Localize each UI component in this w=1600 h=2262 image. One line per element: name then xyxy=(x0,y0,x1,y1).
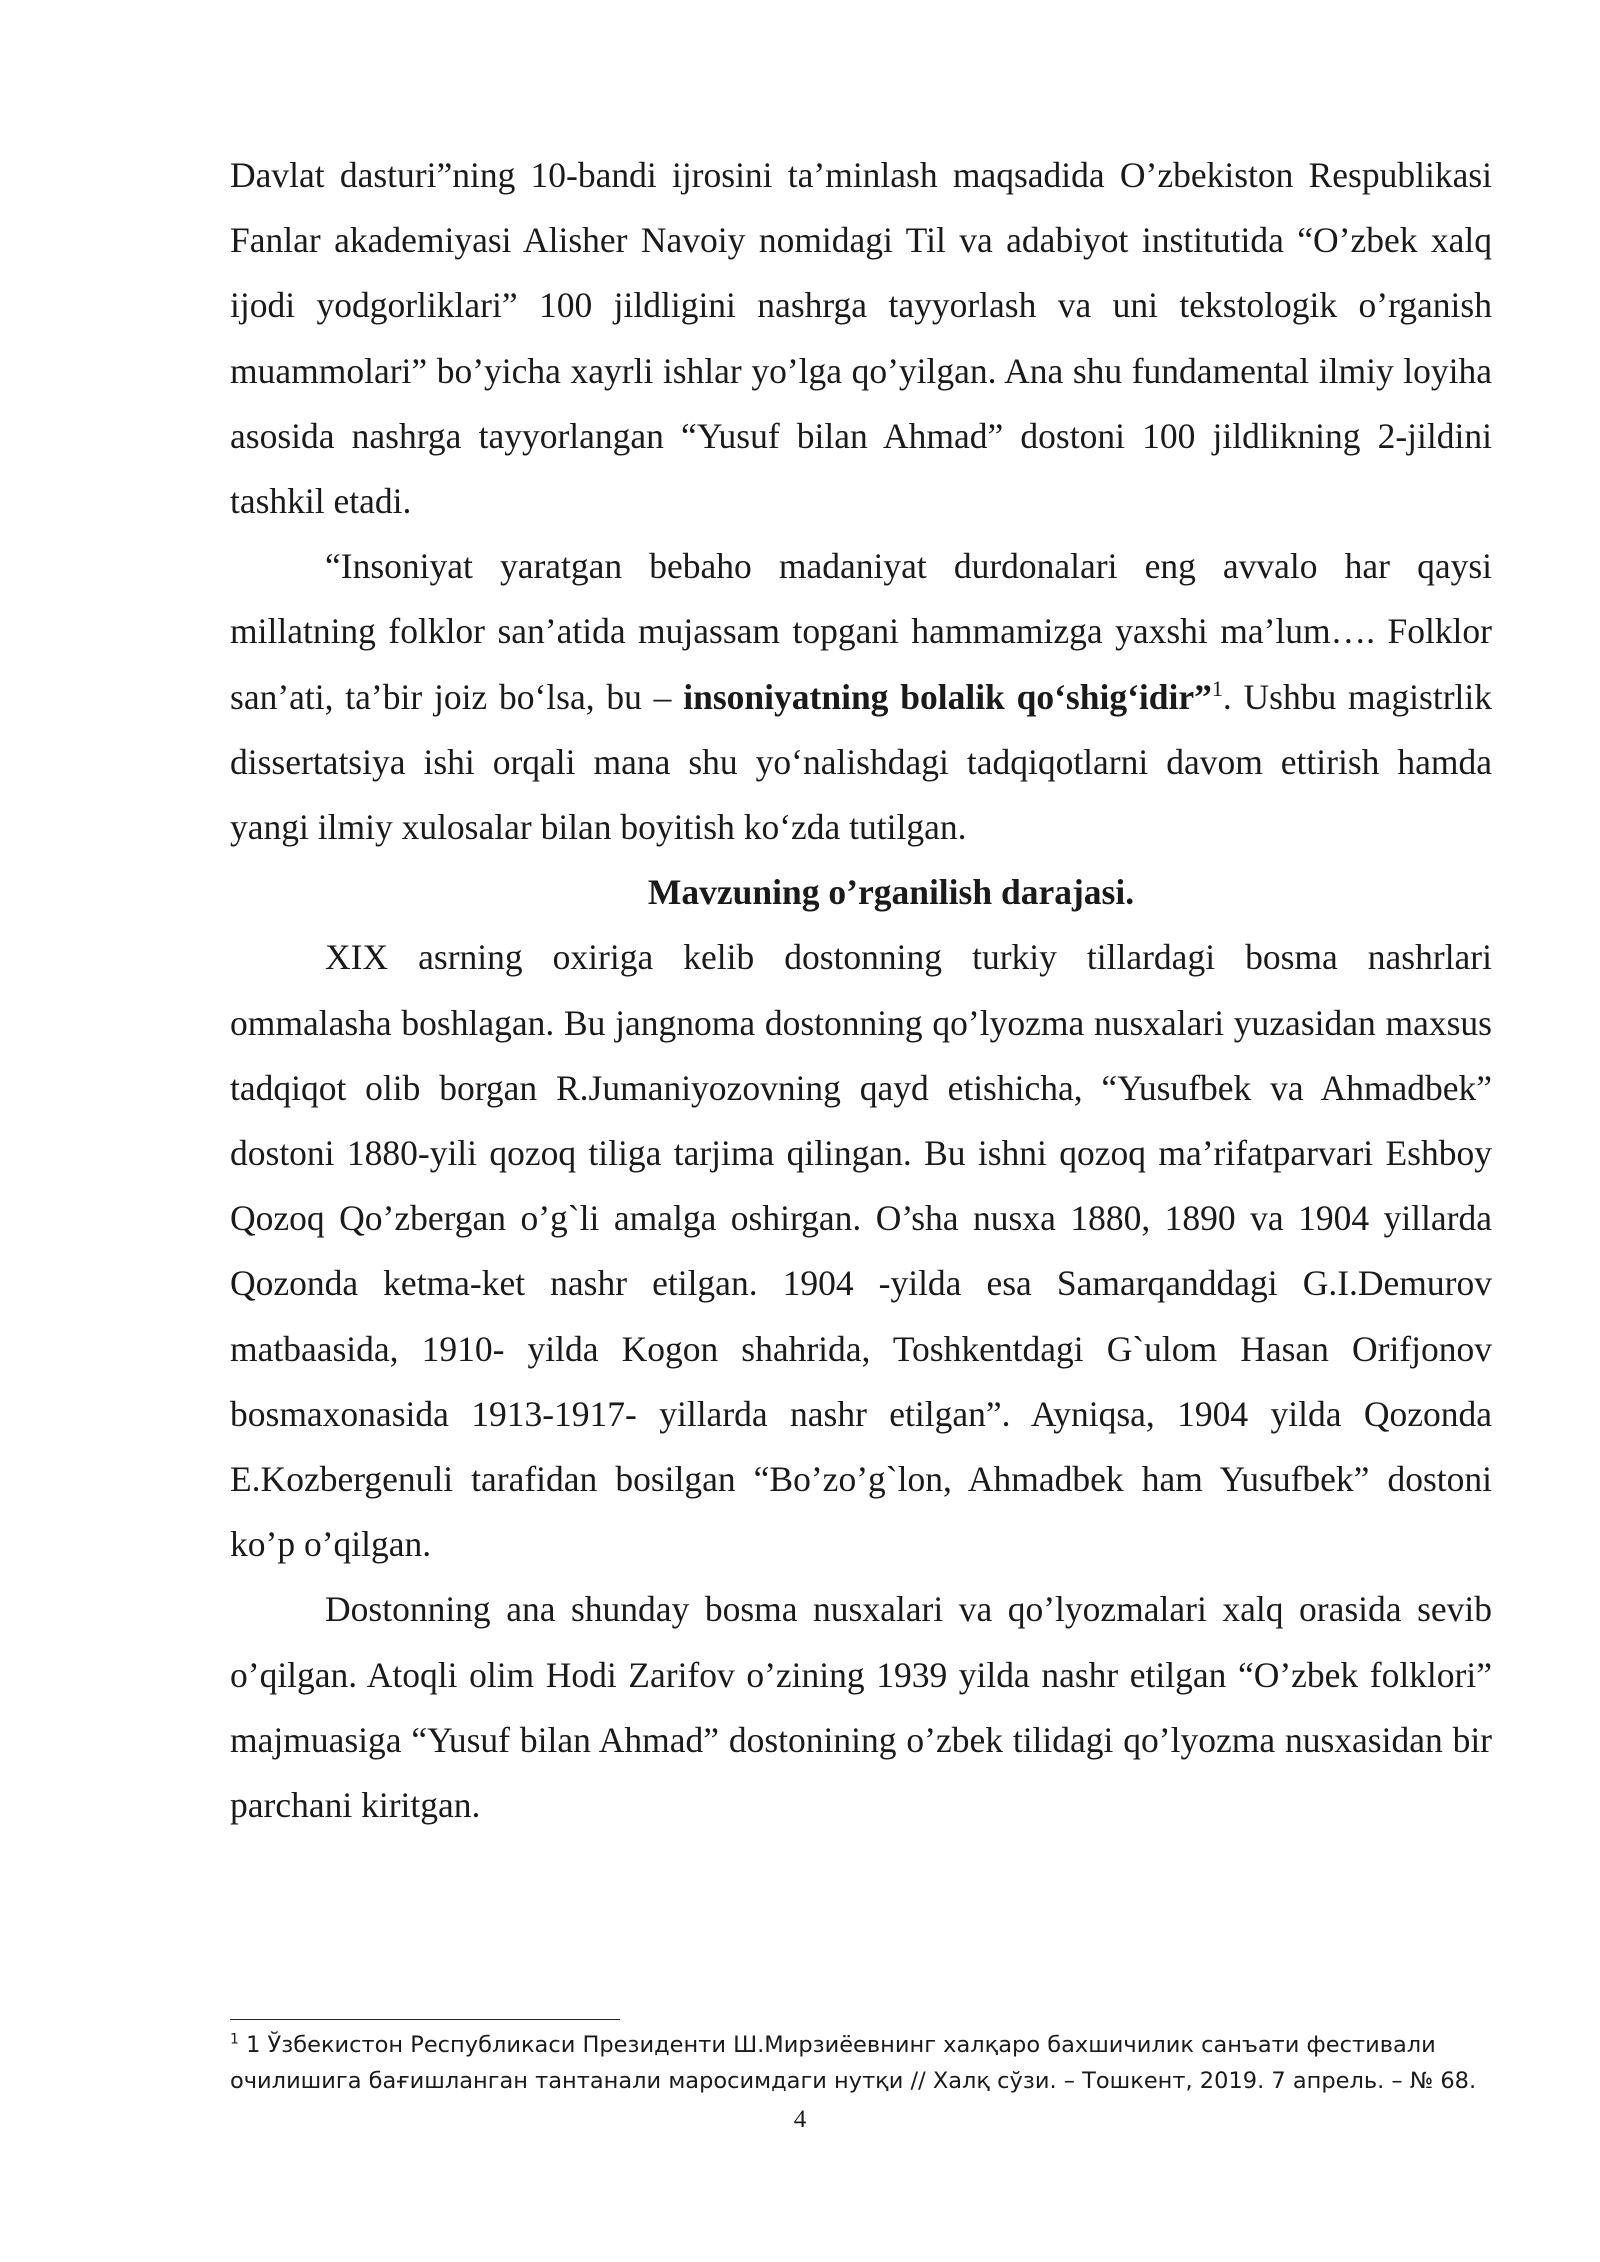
footnote xyxy=(230,2027,1490,2099)
paragraph-2 xyxy=(230,534,1492,860)
footnote-ref[interactable]: 1 xyxy=(1211,675,1223,701)
footnote-marker: 1 xyxy=(230,2031,239,2048)
page-number: 4 xyxy=(793,2106,807,2133)
paragraph-3: XIX asrning oxiriga kelib dostonning turkiy tillardagi bosma nashrlari ommalasha boshlagan. Bu jangnoma dostonning qo’lyozma nusxalari yuzasidan maxsus tadqiqot olib borgan R.Jumaniyozovning qayd etishicha, “Yusufbek va Ahmadbek” dostoni 1880-yili qozoq tiliga tarjima qilingan. Bu ishni qozoq ma’rifatparvari Eshboy Qozoq Qo’zbergan o’g`li amalga oshirgan. O’sha nusxa 1880, 1890 va 1904 yillarda Qozonda ketma-ket nashr etilgan. 1904 -yilda esa Samarqanddagi G.I.Demurov matbaasida, 1910- yilda Kogon shahrida, Toshkentdagi G`ulom Hasan Orifjonov bosmaxonasida 1913-1917- yillarda nashr etilgan”. Ayniqsa, 1904 yilda Qozonda E.Kozbergenuli tarafidan bosilgan “Bo’zo’g`lon, Ahmadbek ham Yusufbek” dostoni ko’p o’qilgan. xyxy=(230,937,1492,1565)
paragraph-4: Dostonning ana shunday bosma nusxalari va qo’lyozmalari xalq orasida sevib o’qilgan. Atoqli olim Hodi Zarifov o’zining 1939 yilda nashr etilgan “O’zbek folklori” majmuasiga “Yusuf bilan Ahmad” dostonining o’zbek tilidagi qo’lyozma nusxasidan bir parchani kiritgan. xyxy=(230,1589,1492,1826)
paragraph-1: Davlat dasturi”ning 10-bandi ijrosini ta’minlash maqsadida O’zbekiston Respublikasi Fanlar akademiyasi Alisher Navoiy nomidagi Til va adabiyot institutida “O’zbek xalq ijodi yodgorliklari” 100 jildligini nashrga tayyorlash va uni tekstologik o’rganish muammolari” bo’yicha xayrli ishlar yo’lga qo’yilgan. Ana shu fundamental ilmiy loyiha asosida nashrga tayyorlangan “Yusuf bilan Ahmad” dostoni 100 jildlikning 2-jildini tashkil etadi. xyxy=(230,155,1492,522)
footnote-divider xyxy=(230,2019,620,2020)
footnote-text: 1 Ўзбекистон Республикаси Президенти Ш.Мирзиёевнинг халқаро бахшичилик санъати фестивали очилишига бағишланган тантанали маросимдаги нутқи // Халқ сўзи. – Тошкент, 2019. 7 апрель. – № 68. xyxy=(230,2032,1477,2094)
body-text xyxy=(230,143,1492,1838)
paragraph-2-start: “Insoniyat yaratgan bebaho madaniyat durdonalari eng avvalo har qaysi millatning folklor san’atida mujassam topgani hammamizga yaxshi ma’lum…. Folklor san’ati, ta’bir joiz bo‘lsa, bu – xyxy=(230,546,1492,717)
paragraph-2-end: . Ushbu magistrlik dissertatsiya ishi orqali mana shu yo‘nalishdagi tadqiqotlarni davom ettirish hamda yangi ilmiy xulosalar bilan boyitish ko‘zda tutilgan. xyxy=(230,676,1492,848)
section-heading: Mavzuning o’rganilish darajasi. xyxy=(647,872,1135,913)
quote-bold: insoniyatning bolalik qo‘shig‘idir” xyxy=(683,676,1212,717)
